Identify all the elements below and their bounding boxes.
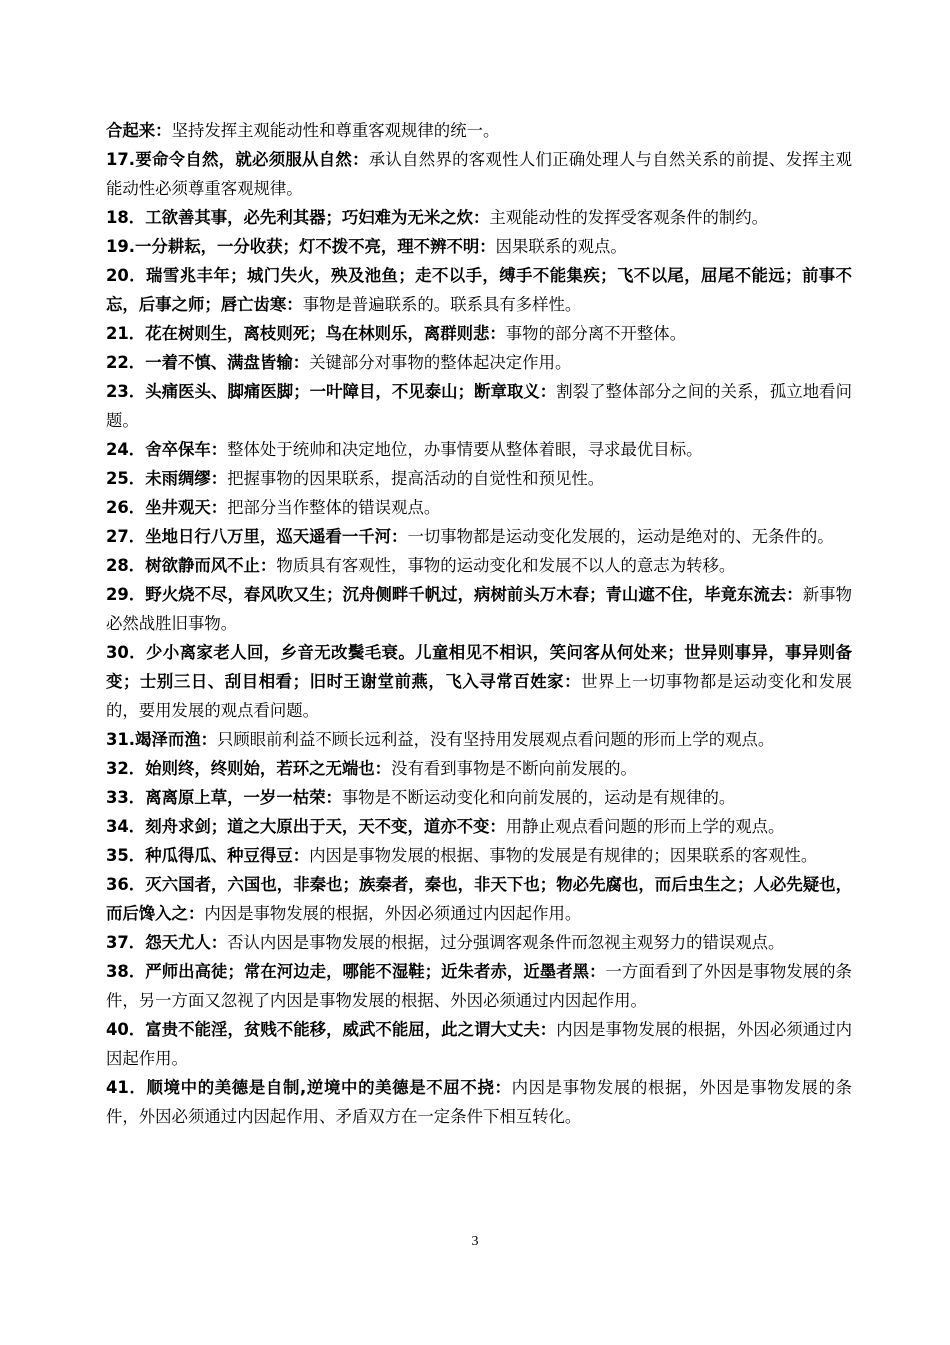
entry-term: 41．顺境中的美德是自制,逆境中的美德是不屈不挠：	[106, 1078, 512, 1097]
entry-term: 33．离离原上草，一岁一枯荣：	[106, 788, 342, 807]
entry	[106, 957, 852, 1015]
entry-description: 内因是事物发展的根据，外因是事物发展的条件，外因必须通过内因起作用、矛盾双方在一定条件下相互转化。	[106, 1078, 852, 1126]
entry	[106, 464, 852, 493]
entry-description: 一切事物都是运动变化发展的，运动是绝对的、无条件的。	[407, 527, 834, 546]
entry-description: 世界上一切事物都是运动变化和发展的，要用发展的观点看问题。	[106, 672, 852, 720]
entry-term: 40．富贵不能淫，贫贱不能移，威武不能屈，此之谓大丈夫：	[106, 1020, 557, 1039]
entry-term: 18．工欲善其事，必先利其器；巧妇难为无米之炊：	[106, 208, 490, 227]
page-number: 3	[471, 1234, 479, 1249]
entry-description: 内因是事物发展的根据，外因必须通过内因起作用。	[204, 904, 582, 923]
entry	[106, 812, 852, 841]
entry-description: 关键部分对事物的整体起决定作用。	[309, 353, 572, 372]
entry	[106, 493, 852, 522]
entry	[106, 522, 852, 551]
entry-term: 31.竭泽而渔：	[106, 730, 217, 749]
entry	[106, 1073, 852, 1131]
entry-term: 22．一着不慎、满盘皆输：	[106, 353, 310, 372]
entry-description: 事物是不断运动变化和向前发展的，运动是有规律的。	[341, 788, 736, 807]
entry-term: 21．花在树则生，离枝则死；鸟在林则乐，离群则悲：	[106, 324, 506, 343]
entry-description: 割裂了整体部分之间的关系，孤立地看问题。	[106, 382, 853, 430]
entry-term: 28．树欲静而风不止：	[106, 556, 277, 575]
entry	[106, 638, 852, 725]
entry	[106, 841, 852, 870]
entry-term: 37．怨天尤人：	[106, 933, 228, 952]
entry-description: 一方面看到了外因是事物发展的条件，另一方面又忽视了内因是事物发展的根据、外因必须通过内因起作用。	[106, 962, 852, 1010]
entry-description: 坚持发挥主观能动性和尊重客观规律的统一。	[171, 121, 500, 140]
entry	[106, 203, 852, 232]
entry-description: 事物的部分离不开整体。	[505, 324, 687, 343]
entry-term: 20．瑞雪兆丰年；城门失火，殃及池鱼；走不以手，缚手不能集疾；飞不以尾，屈尾不能远；前事不忘，后事之师；唇亡齿寒：	[106, 266, 852, 314]
entry-description: 把握事物的因果联系，提高活动的自觉性和预见性。	[227, 469, 605, 488]
entry-description: 主观能动性的发挥受客观条件的制约。	[489, 208, 769, 227]
entry-description: 没有看到事物是不断向前发展的。	[391, 759, 637, 778]
entry-description: 只顾眼前利益不顾长远利益，没有坚持用发展观点看问题的形而上学的观点。	[217, 730, 775, 749]
entry	[106, 348, 852, 377]
entry-description: 承认自然界的客观性人们正确处理人与自然关系的前提、发挥主观能动性必须尊重客观规律。	[106, 150, 852, 198]
entry	[106, 232, 852, 261]
entry-term: 26．坐井观天：	[106, 498, 228, 517]
entry	[106, 580, 852, 638]
entry	[106, 928, 852, 957]
entry	[106, 870, 852, 928]
entry-term: 34．刻舟求剑；道之大原出于天，天不变，道亦不变：	[106, 817, 506, 836]
entry	[106, 754, 852, 783]
entry-description: 用静止观点看问题的形而上学的观点。	[505, 817, 785, 836]
entry-term: 29．野火烧不尽，春风吹又生；沉舟侧畔千帆过，病树前头万木春；青山遮不住，毕竟东流去：	[106, 585, 803, 604]
entry-term: 27．坐地日行八万里，巡天遥看一千河：	[106, 527, 408, 546]
entry	[106, 725, 852, 754]
entry	[106, 116, 852, 145]
document-body	[106, 116, 852, 1131]
entry	[106, 783, 852, 812]
entry-description: 事物是普遍联系的。联系具有多样性。	[302, 295, 582, 314]
entry-term: 19.一分耕耘，一分收获；灯不拨不亮，理不辨不明：	[106, 237, 496, 256]
entry-term: 23．头痛医头、脚痛医脚；一叶障目，不见泰山；断章取义：	[106, 382, 557, 401]
entry	[106, 377, 852, 435]
entry	[106, 435, 852, 464]
entry-term: 17.要命令自然，就必须服从自然：	[106, 150, 369, 169]
entry-term: 25．未雨绸缪：	[106, 469, 228, 488]
entry	[106, 1015, 852, 1073]
entry-description: 把部分当作整体的错误观点。	[227, 498, 441, 517]
entry	[106, 145, 852, 203]
entry	[106, 551, 852, 580]
entry-description: 否认内因是事物发展的根据，过分强调客观条件而忽视主观努力的错误观点。	[227, 933, 785, 952]
entry-description: 内因是事物发展的根据、事物的发展是有规律的；因果联系的客观性。	[309, 846, 818, 865]
entry-description: 内因是事物发展的根据，外因必须通过内因起作用。	[106, 1020, 853, 1068]
entry-term: 32．始则终，终则始，若环之无端也：	[106, 759, 392, 778]
entry	[106, 319, 852, 348]
entry-term: 38．严师出高徒；常在河边走，哪能不湿鞋；近朱者赤，近墨者黑：	[106, 962, 606, 981]
entry-description: 整体处于统帅和决定地位，办事情要从整体着眼，寻求最优目标。	[227, 440, 703, 459]
entry-description: 新事物必然战胜旧事物。	[106, 585, 852, 633]
entry-term: 35．种瓜得瓜、种豆得豆：	[106, 846, 310, 865]
entry-term: 24．舍卒保车：	[106, 440, 228, 459]
entry-description: 因果联系的观点。	[495, 237, 627, 256]
entry-description: 物质具有客观性，事物的运动变化和发展不以人的意志为转移。	[276, 556, 736, 575]
entry-term: 36．灭六国者，六国也，非秦也；族秦者，秦也，非天下也；物必先腐也，而后虫生之；人必先疑也，而后馋入之：	[106, 875, 852, 923]
entry	[106, 261, 852, 319]
entry-term: 合起来：	[106, 121, 172, 140]
entry-term: 30．少小离家老人回，乡音无改鬓毛衰。儿童相见不相识，笑问客从何处来；世异则事异，事异则备变；士别三日、刮目相看；旧时王谢堂前燕，飞入寻常百姓家：	[106, 643, 852, 691]
